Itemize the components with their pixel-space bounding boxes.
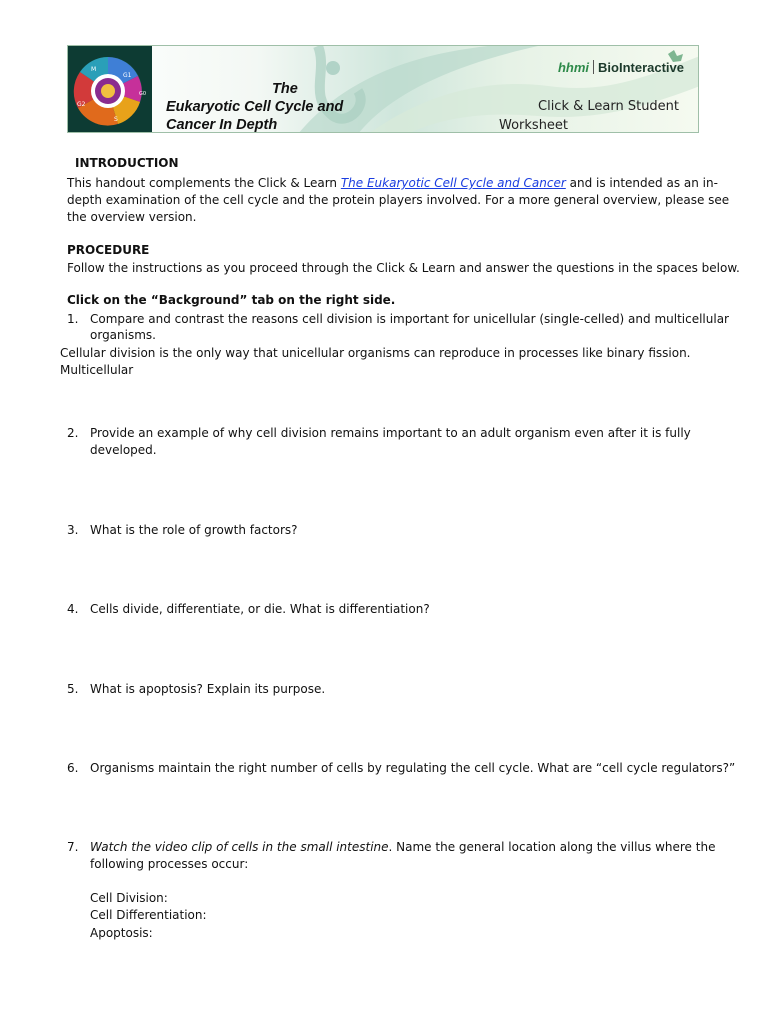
question-7-line-1 [90,839,716,856]
answer-1-line-2[interactable]: Multicellular [60,363,134,377]
question-6-text: Organisms maintain the right number of cells by regulating the cell cycle. What are “cell cycle regulators?” [90,761,736,775]
logo-label-s: S [114,116,118,123]
intro-line-2: depth examination of the cell cycle and the protein players involved. For a more general overview, please see [67,193,730,207]
hhmi-biointeractive-logo [558,60,684,75]
intro-text-after-link: and is intended as an in- [565,176,718,190]
question-1-line-1: Compare and contrast the reasons cell division is important for unicellular (single-celled) and multicellular [90,312,729,326]
logo-label-m: M [91,66,97,73]
title-line-3: Cancer In Depth [166,117,278,133]
title-line-2: Eukaryotic Cell Cycle and [166,99,344,115]
question-3-number: 3. [67,523,79,537]
logo-label-g1: G1 [123,72,132,79]
intro-line-1 [67,175,718,192]
question-7-rest-text: . Name the general location along the villus where the [388,840,716,854]
procedure-heading: PROCEDURE [67,243,150,257]
question-1-number: 1. [67,312,79,326]
question-1-line-2: organisms. [90,328,156,342]
brand-name: BioInteractive [598,60,684,75]
procedure-text: Follow the instructions as you proceed through the Click & Learn and answer the questions in the spaces below. [67,261,740,275]
logo-label-g2: G2 [77,101,86,108]
question-7-number: 7. [67,840,79,854]
question-4-text: Cells divide, differentiate, or die. What is differentiation? [90,602,430,616]
logo-label-g0: G0 [139,91,147,97]
page-title [166,80,366,133]
question-3-text: What is the role of growth factors? [90,523,298,537]
cell-cycle-wheel-icon [68,46,152,132]
question-4-number: 4. [67,602,79,616]
q7-cell-differentiation-label: Cell Differentiation: [90,908,207,922]
subtitle-line-2: Worksheet [499,118,569,133]
question-6-number: 6. [67,761,79,775]
question-5-number: 5. [67,682,79,696]
brand-divider [593,60,594,74]
question-2-number: 2. [67,426,79,440]
cell-cycle-logo [68,46,152,132]
header-banner [67,45,699,133]
question-7-italic-text: Watch the video clip of cells in the small intestine [90,840,389,854]
answer-1-line-1[interactable]: Cellular division is the only way that unicellular organisms can reproduce in processes like binary fission. [60,346,691,360]
intro-text-before-link: This handout complements the Click & Learn [67,176,341,190]
subtitle-line-1: Click & Learn Student [538,99,680,114]
q7-apoptosis-label: Apoptosis: [90,926,153,940]
brand-hhmi: hhmi [557,60,590,75]
background-tab-instruction: Click on the “Background” tab on the right side. [67,293,396,307]
introduction-heading: INTRODUCTION [75,156,179,170]
question-2-line-1: Provide an example of why cell division remains important to an adult organism even after it is fully [90,426,691,440]
intro-line-3: the overview version. [67,210,197,224]
click-and-learn-link[interactable]: The Eukaryotic Cell Cycle and Cancer [340,176,566,190]
question-5-text: What is apoptosis? Explain its purpose. [90,682,326,696]
title-line-1: The [272,81,298,97]
question-7-line-2: following processes occur: [90,857,249,871]
q7-cell-division-label: Cell Division: [90,891,168,905]
question-2-line-2: developed. [90,443,157,457]
